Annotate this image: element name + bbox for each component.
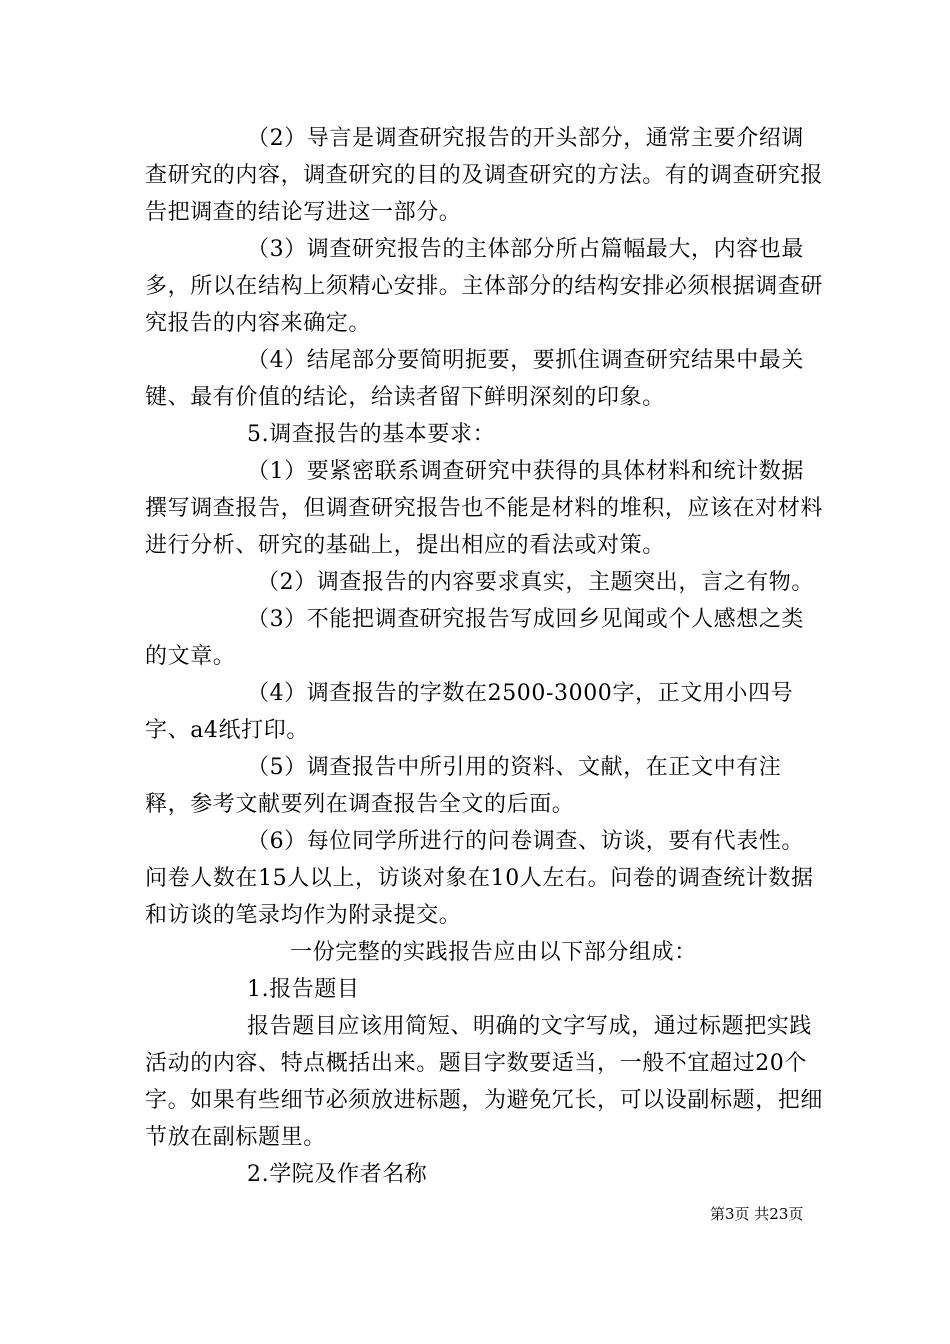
paragraph-requirement-4: （4）调查报告的字数在2500-3000字，正文用小四号字、a4纸打印。	[145, 681, 794, 743]
paragraph-report-structure: 一份完整的实践报告应由以下部分组成：	[290, 940, 697, 965]
paragraph-conclusion: （4）结尾部分要简明扼要，要抓住调查研究结果中最关键、最有价值的结论，给读者留下鲜明深刻的印象。	[145, 348, 804, 410]
paragraph-introduction: （2）导言是调查研究报告的开头部分，通常主要介绍调查研究的内容，调查研究的目的及调查研究的方法。有的调查研究报告把调查的结论写进这一部分。	[145, 126, 824, 225]
section-heading-report-title: 1.报告题目	[247, 977, 360, 1002]
document-body	[145, 120, 825, 1193]
page-number-footer: 第3页 共23页	[710, 1205, 804, 1223]
paragraph-main-body: （3）调查研究报告的主体部分所占篇幅最大，内容也最多，所以在结构上须精心安排。主体部分的结构安排必须根据调查研究报告的内容来确定。	[145, 237, 824, 336]
section-heading-requirements: 5.调查报告的基本要求：	[247, 422, 496, 447]
paragraph-requirement-5: （5）调查报告中所引用的资料、文献，在正文中有注释，参考文献要列在调查报告全文的后面。	[145, 755, 782, 817]
paragraph-report-title: 报告题目应该用简短、明确的文字写成，通过标题把实践活动的内容、特点概括出来。题目字数要适当，一般不宜超过20个字。如果有些细节必须放进标题，为避免冗长，可以设副标题，把细节放在副标题里。	[145, 1014, 824, 1150]
section-heading-college-author: 2.学院及作者名称	[247, 1162, 428, 1187]
paragraph-requirement-2: （2）调查报告的内容要求真实，主题突出，言之有物。	[257, 570, 814, 595]
paragraph-requirement-3: （3）不能把调查研究报告写成回乡见闻或个人感想之类的文章。	[145, 607, 804, 669]
paragraph-requirement-1: （1）要紧密联系调查研究中获得的具体材料和统计数据撰写调查报告，但调查研究报告也不能是材料的堆积，应该在对材料进行分析、研究的基础上，提出相应的看法或对策。	[145, 459, 824, 558]
paragraph-requirement-6: （6）每位同学所进行的问卷调查、访谈，要有代表性。问卷人数在15人以上，访谈对象在10人左右。问卷的调查统计数据和访谈的笔录均作为附录提交。	[145, 829, 814, 928]
